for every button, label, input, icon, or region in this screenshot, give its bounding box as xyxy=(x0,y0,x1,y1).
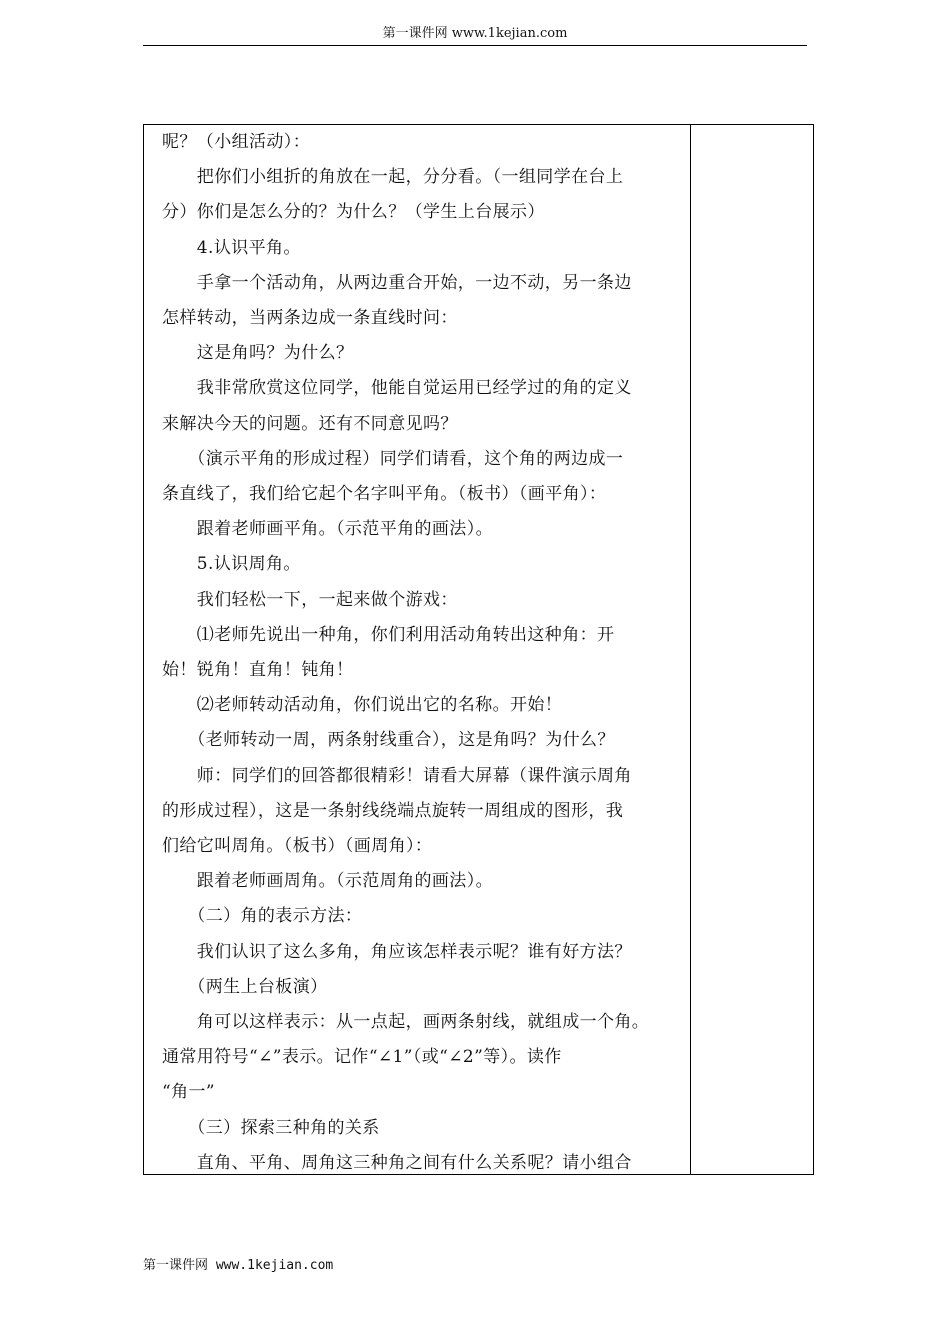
content-line: 通常用符号“∠”表示。记作“∠1”（或“∠2”等）。读作 xyxy=(162,1047,562,1068)
content-line: 始！锐角！直角！钝角！ xyxy=(162,660,354,681)
content-line: （两生上台板演） xyxy=(162,976,328,997)
content-line: 5.认识周角。 xyxy=(162,554,301,575)
content-line: 角可以这样表示：从一点起，画两条射线，就组成一个角。 xyxy=(162,1012,650,1033)
content-line: 呢？（小组活动）： xyxy=(162,132,311,152)
content-line: “角一” xyxy=(162,1082,215,1103)
header-rule xyxy=(143,45,807,46)
content-line: 4.认识平角。 xyxy=(162,237,301,258)
content-line: ⑵老师转动活动角，你们说出它的名称。开始！ xyxy=(162,695,563,716)
content-line: 怎样转动，当两条边成一条直线时问： xyxy=(162,308,458,329)
content-line: （老师转动一周，两条射线重合），这是角吗？为什么？ xyxy=(162,730,615,751)
content-line: 手拿一个活动角，从两边重合开始，一边不动，另一条边 xyxy=(162,272,632,293)
content-line: 师：同学们的回答都很精彩！请看大屏幕（课件演示周角 xyxy=(162,765,632,786)
content-line: 条直线了，我们给它起个名字叫平角。（板书）（画平角）： xyxy=(162,484,607,505)
page-footer: 第一课件网 www.1kejian.com xyxy=(143,1258,334,1273)
content-line: 分）你们是怎么分的？为什么？（学生上台展示） xyxy=(162,202,545,223)
content-line: ⑴老师先说出一种角，你们利用活动角转出这种角：开 xyxy=(162,624,615,645)
content-line: 跟着老师画周角。（示范周角的画法）。 xyxy=(162,871,493,892)
page-header: 第一课件网 www.1kejian.com xyxy=(382,26,568,41)
content-line: 跟着老师画平角。（示范平角的画法）。 xyxy=(162,519,493,540)
content-line: 直角、平角、周角这三种角之间有什么关系呢？请小组合 xyxy=(162,1152,632,1173)
content-line: 我们轻松一下，一起来做个游戏： xyxy=(162,589,458,610)
content-line: 这是角吗？为什么？ xyxy=(162,343,354,364)
content-line: 来解决今天的问题。还有不同意见吗？ xyxy=(162,413,458,434)
lesson-content xyxy=(162,125,682,1181)
lesson-table xyxy=(143,124,814,1175)
content-line: 们给它叫周角。（板书）（画周角）： xyxy=(162,836,433,857)
content-line: （二）角的表示方法： xyxy=(162,906,363,927)
content-line: 把你们小组折的角放在一起，分分看。（一组同学在台上 xyxy=(162,167,624,188)
content-line: （三）探索三种角的关系 xyxy=(162,1117,380,1138)
content-line: （演示平角的形成过程）同学们请看，这个角的两边成一 xyxy=(162,448,624,469)
content-line: 我们认识了这么多角，角应该怎样表示呢？谁有好方法？ xyxy=(162,941,632,962)
column-divider xyxy=(690,125,691,1174)
content-line: 的形成过程），这是一条射线绕端点旋转一周组成的图形，我 xyxy=(162,800,624,821)
content-line: 我非常欣赏这位同学，他能自觉运用已经学过的角的定义 xyxy=(162,378,632,399)
